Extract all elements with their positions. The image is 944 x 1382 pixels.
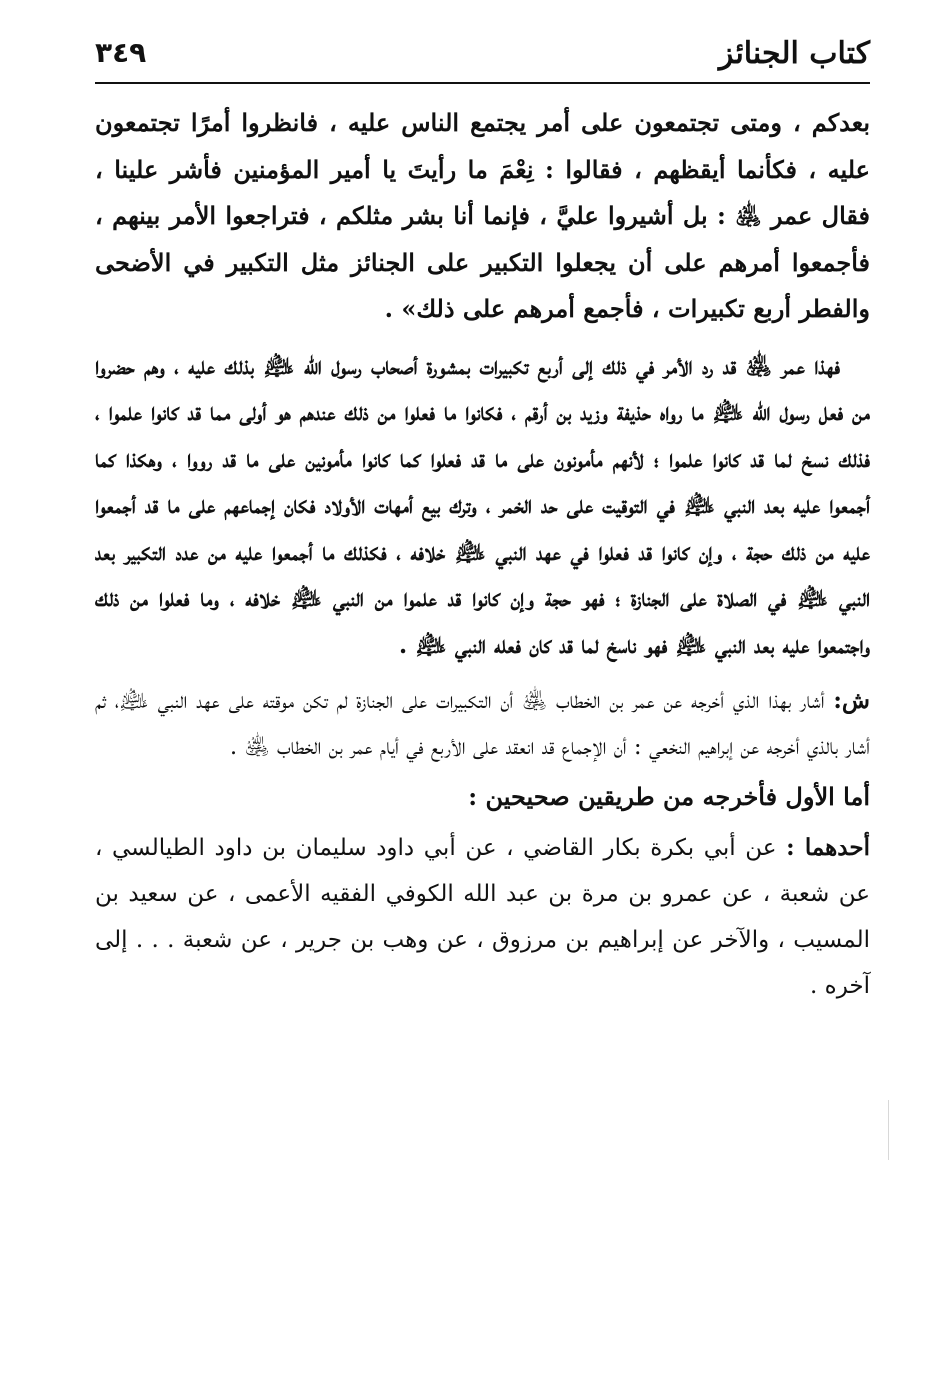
sharh-text: أشار بهذا الذي أخرجه عن عمر بن الخطاب ﵁ أن التكبيرات على الجنازة لم تكن موقته على عهد النبي ﵇، ثم أشار بالذي أخرجه عن إبراهيم النخعي : أن الإجماع قد انعقد على الأربع في أيام عمر بن الخطاب ﵁ . bbox=[95, 688, 870, 760]
quote-paragraph bbox=[95, 100, 870, 333]
page-body bbox=[95, 100, 870, 1009]
commentary-paragraph bbox=[95, 343, 870, 669]
commentary-text: فهذا عمر ﵁ قد رد الأمر في ذلك إلى أربع تكبيرات بمشورة أصحاب رسول الله ﵇ بذلك عليه ، وهم حضروا من فعل رسول الله ﵇ ما رواه حذيفة وزيد بن أرقم ، فكانوا ما فعلوا من ذلك عندهم هو أولى مما قد كانوا علموا ، فذلك نسخ لما قد كانوا علموا ؛ لأنهم مأمونون على ما قد فعلوا كما كانوا مأمونين على ما قد رووا ، وهكذا كما أجمعوا عليه بعد النبي ﵇ في التوقيت على حد الخمر ، وترك بيع أمهات الأولاد فكان إجماعهم على ما قد أجمعوا عليه من ذلك حجة ، وإن كانوا قد فعلوا في عهد النبي ﵇ خلافه ، فكذلك ما أجمعوا عليه من عدد التكبير بعد النبي ﵇ في الصلاة على الجنازة ؛ فهو حجة وإن كانوا قد علموا من النبي ﵇ خلافه ، وما فعلوا من ذلك واجتمعوا عليه بعد النبي ﵇ فهو ناسخ لما قد كان فعله النبي ﵇ . bbox=[95, 350, 870, 659]
sharh-lead: ش: bbox=[833, 687, 870, 714]
page-header bbox=[95, 28, 870, 84]
section-heading-text: أما الأول فأخرجه من طريقين صحيحين : bbox=[468, 782, 870, 811]
isnad-paragraph bbox=[95, 825, 870, 1009]
isnad-lead: أحدهما : bbox=[786, 833, 870, 861]
page-number: ٣٤٩ bbox=[95, 36, 147, 69]
section-heading bbox=[95, 774, 870, 821]
sharh-paragraph bbox=[95, 678, 870, 770]
isnad-text: عن أبي بكرة بكار القاضي ، عن أبي داود سليمان بن داود الطيالسي ، عن شعبة ، عن عمرو بن مرة بن عبد الله الكوفي الفقيه الأعمى ، عن سعيد بن المسيب ، والآخر عن إبراهيم بن مرزوق ، عن وهب بن جرير ، عن شعبة . . . إلى آخره . bbox=[95, 834, 870, 999]
margin-mark bbox=[888, 1100, 889, 1160]
quote-text: بعدكم ، ومتى تجتمعون على أمر يجتمع الناس عليه ، فانظروا أمرًا تجتمعون عليه ، فكأنما أيقظهم ، فقالوا : نِعْمَ ما رأيتَ يا أمير المؤمنين فأشر علينا ، فقال عمر ﵁ : بل أشيروا عليَّ ، فإنما أنا بشر مثلكم ، فتراجعوا الأمر بينهم ، فأجمعوا أمرهم على أن يجعلوا التكبير على الجنائز مثل التكبير في الأضحى والفطر أربع تكبيرات ، فأجمع أمرهم على ذلك» . bbox=[95, 108, 871, 323]
chapter-title: كتاب الجنائز bbox=[718, 36, 870, 71]
